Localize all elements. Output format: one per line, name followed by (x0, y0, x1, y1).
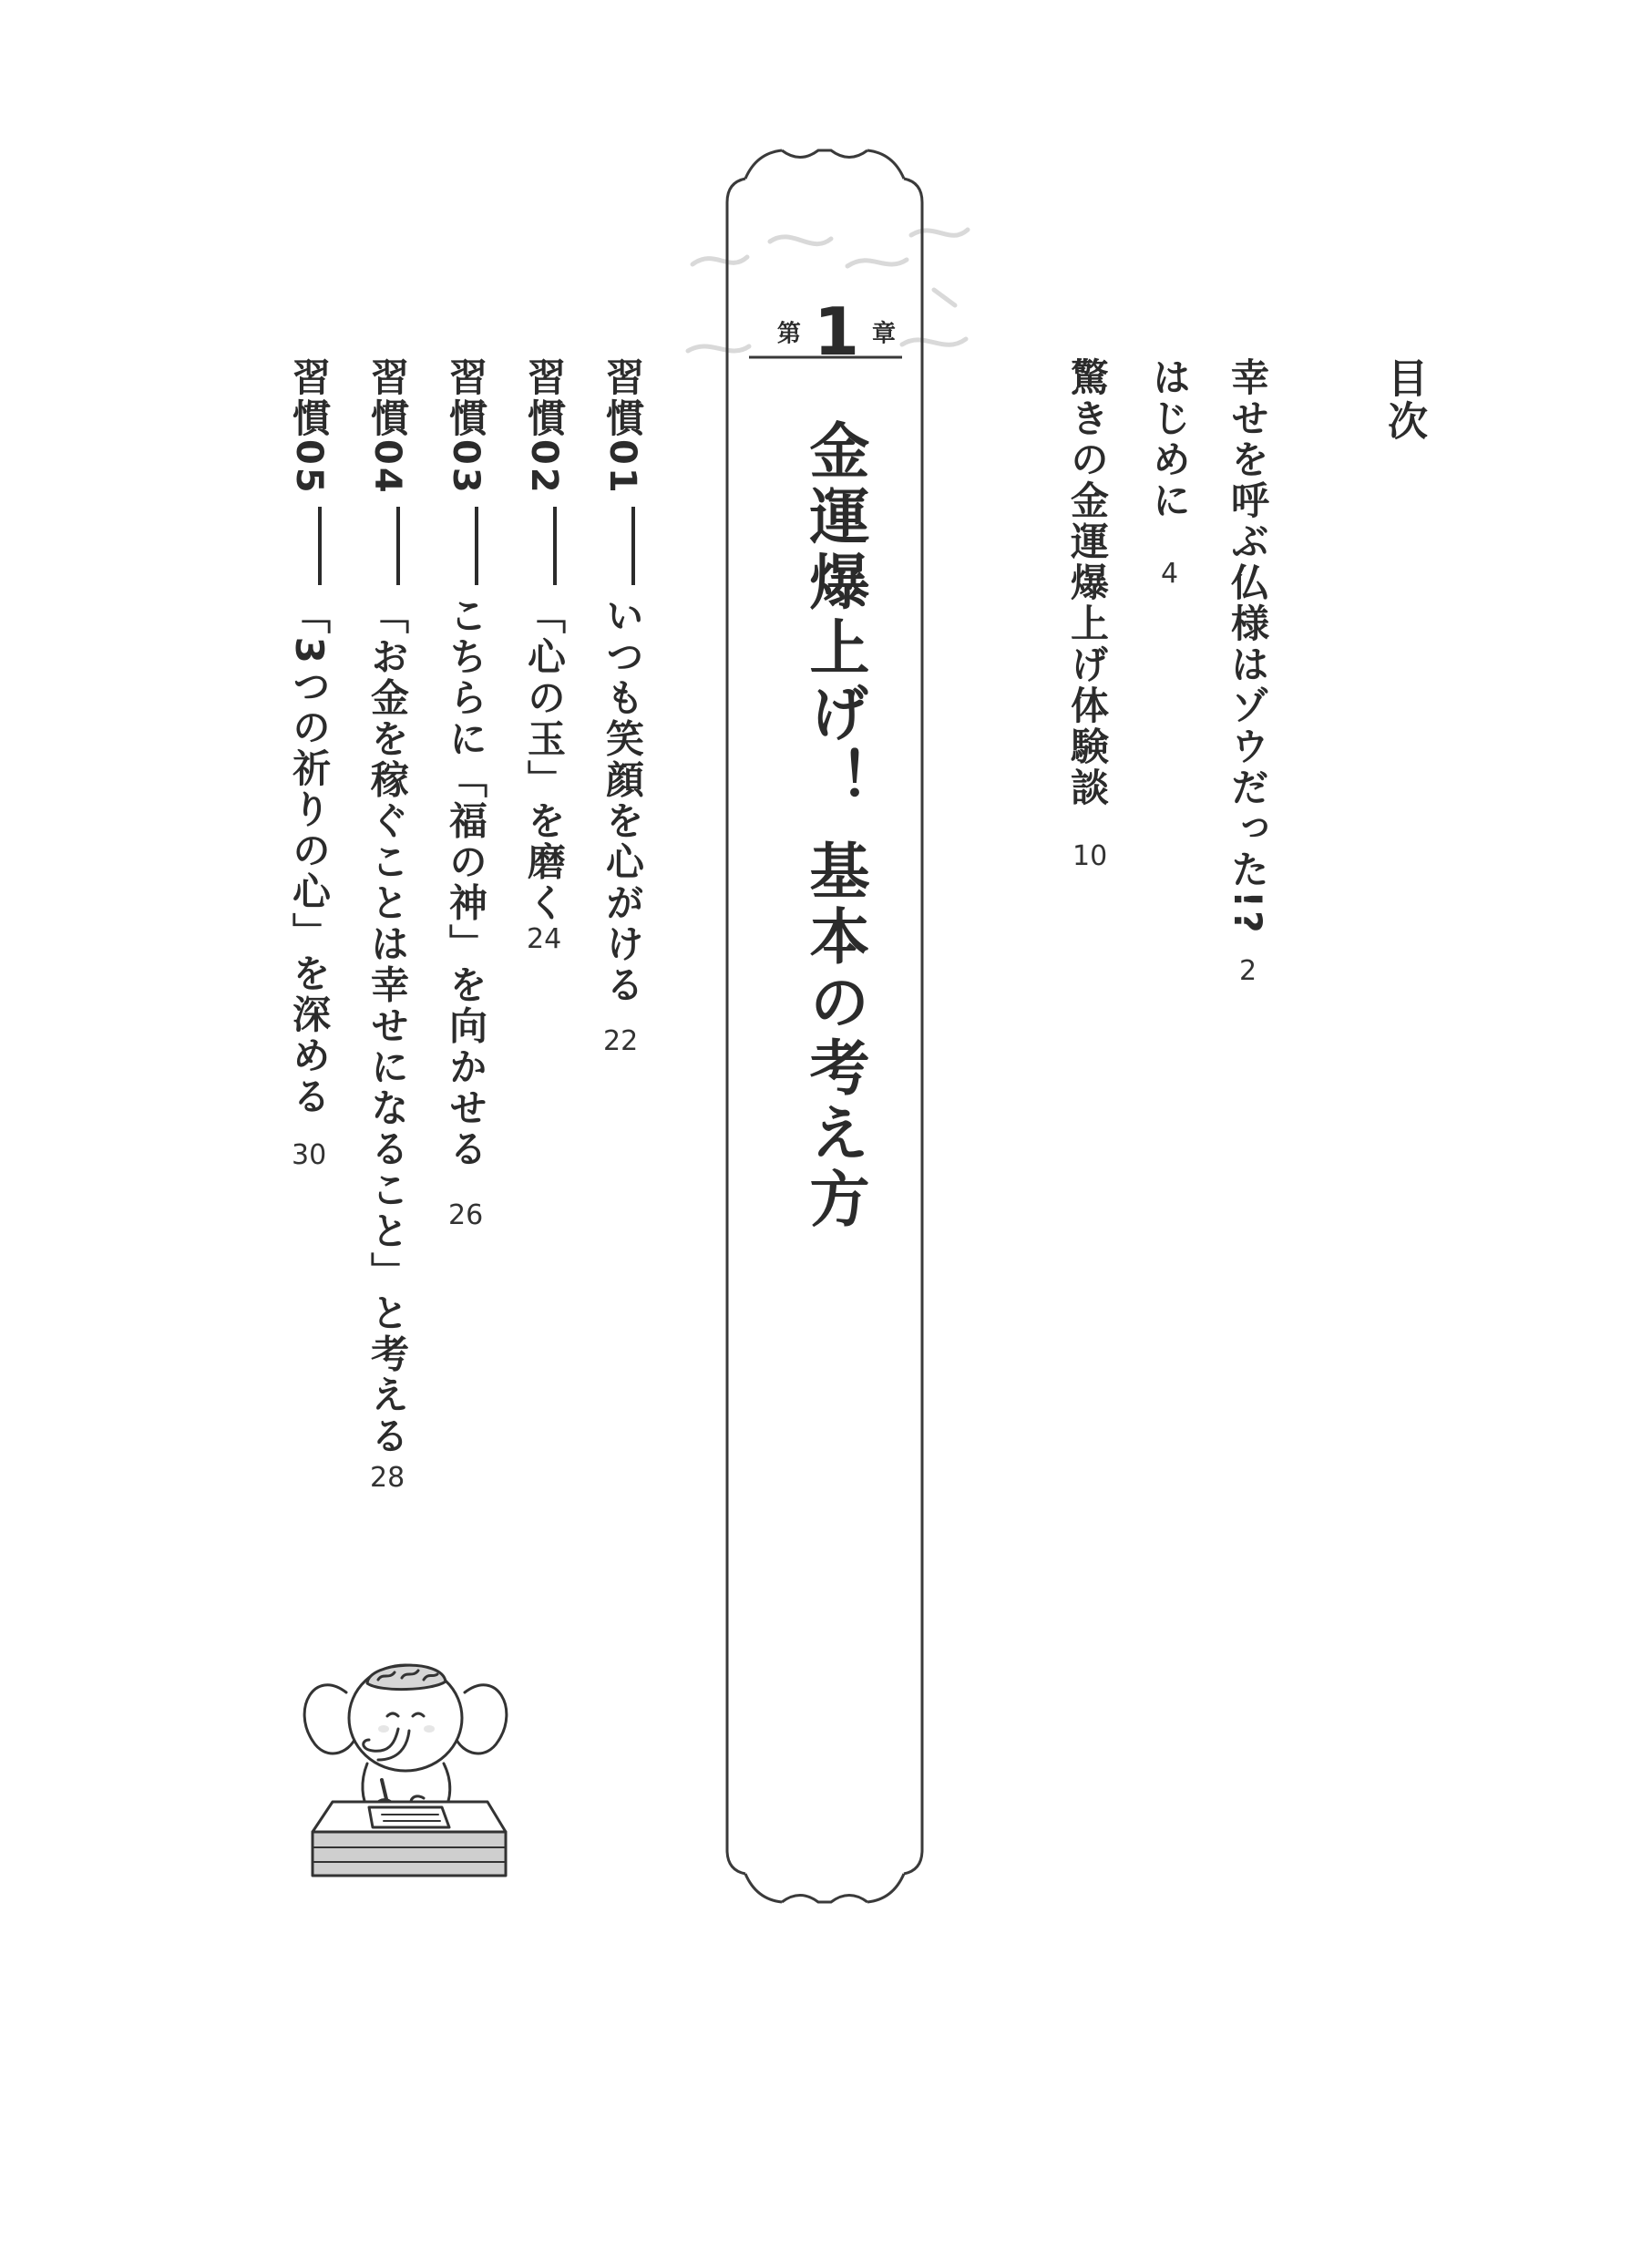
chapter-suffix: 章 (872, 320, 897, 348)
habit-title: こちらに「福の神」を向かせる (444, 595, 488, 1170)
habit-entry[interactable] (522, 357, 567, 924)
habit-number: 04 (366, 439, 408, 496)
toc-page-number: 4 (1161, 558, 1179, 590)
habit-dash (318, 507, 322, 585)
habit-number: 05 (288, 439, 330, 496)
toc-page-number: 2 (1239, 955, 1257, 987)
habit-page-number: 26 (448, 1199, 484, 1231)
habit-page-number: 28 (370, 1462, 405, 1494)
toc-entry-introduction[interactable]: はじめに (1147, 357, 1192, 521)
habit-entry[interactable] (444, 357, 488, 1170)
habit-entry[interactable] (287, 357, 332, 1117)
habit-title: 「お金を稼ぐことは幸せになること」と考える (365, 595, 410, 1457)
chapter-prefix: 第 (776, 320, 801, 348)
habit-dash (631, 507, 635, 585)
habit-label: 習慣 (522, 357, 567, 439)
habit-dash (396, 507, 400, 585)
habit-number: 03 (445, 439, 487, 496)
habit-page-number: 24 (527, 923, 562, 955)
chapter-title[interactable]: 金運爆上げ！ 基本の考え方 (799, 419, 869, 1233)
habit-number: 01 (601, 439, 643, 496)
habit-page-number: 22 (603, 1025, 639, 1057)
habit-title: 「3つの祈りの心」を深める (287, 595, 332, 1117)
elephant-writing-illustration (296, 1645, 515, 1887)
habit-entry[interactable] (600, 357, 645, 1006)
habit-dash (553, 507, 557, 585)
habit-label: 習慣 (365, 357, 410, 439)
chapter-number: 1 (813, 293, 860, 370)
habit-label: 習慣 (287, 357, 332, 439)
habit-number: 02 (523, 439, 565, 496)
habit-dash (475, 507, 478, 585)
toc-entry-preface-buddha[interactable]: 幸せを呼ぶ仏様はゾウだった!? (1226, 357, 1270, 936)
toc-page-number: 10 (1072, 840, 1108, 872)
toc-entry-testimonials[interactable]: 驚きの金運爆上げ体験談 (1065, 357, 1110, 808)
habit-page-number: 30 (292, 1139, 327, 1171)
habit-title: 「心の玉」を磨く (522, 595, 567, 924)
toc-heading: 目次 (1380, 357, 1427, 443)
habit-title: いつも笑顔を心がける (600, 595, 645, 1006)
chapter-label (745, 293, 928, 370)
habit-label: 習慣 (600, 357, 645, 439)
habit-label: 習慣 (444, 357, 488, 439)
habit-entry[interactable] (365, 357, 410, 1457)
